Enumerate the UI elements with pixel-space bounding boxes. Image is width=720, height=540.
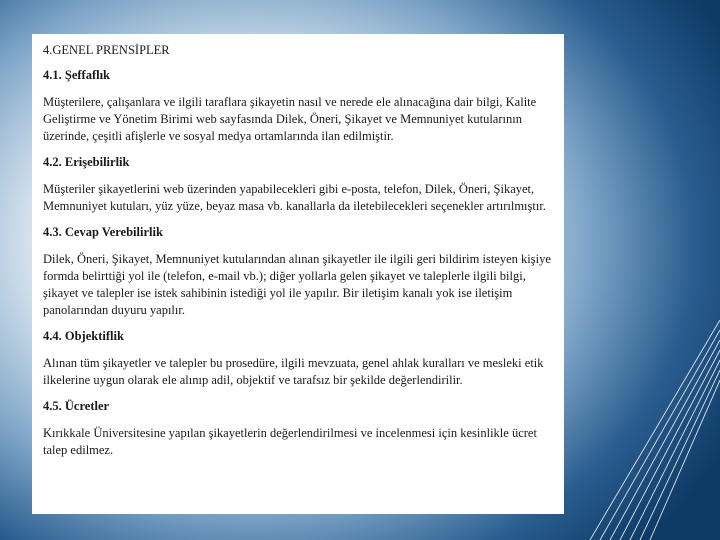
section-title-text: Erişebilirlik [64,155,130,169]
section-title-accessibility [43,154,552,170]
section-body-responsiveness: Dilek, Öneri, Şikayet, Memnuniyet kutularından alınan şikayetler ile ilgili geri bildirim isteyen kişiye formda belirttiği yol ile (telefon, e-mail vb.); diğer yollarla gelen şikayet ve taleplerle ilgili bilgi, şikayet ve talepler ise istek sahibinin istediği yol ile yapılır. Bir iletişim kanalı yok ise iletişim panolarından duyuru yapılır. [43,252,551,317]
section-body-fees: Kırıkkale Üniversitesine yapılan şikayetlerin değerlendirilmesi ve incelenmesi için kesinlikle ücret talep edilmez. [43,426,537,457]
section-number: 4.2. [43,155,62,169]
section-body-accessibility: Müşteriler şikayetlerini web üzerinden yapabilecekleri gibi e-posta, telefon, Dilek, Öneri, Şikayet, Memnuniyet kutuları, yüz yüze, beyaz masa vb. kanallarla da iletebilecekleri seçenekler artırılmıştır. [43,182,546,213]
section-title-fees: 4.5. Ücretler [43,399,110,413]
section-title-transparency: 4.1. Şeffaflık [43,68,111,82]
section-body-objectivity: Alınan tüm şikayetler ve talepler bu prosedüre, ilgili mevzuata, genel ahlak kuralları ve mesleki etik ilkelerine uygun olarak ele alınıp adil, objektif ve tarafsız bir şekilde değerlendirilir. [43,356,544,387]
document-heading: 4.GENEL PRENSİPLER [43,43,170,57]
section-body-transparency: Müşterilere, çalışanlara ve ilgili taraflara şikayetin nasıl ve nerede ele alınacağına dair bilgi, Kalite Geliştirme ve Yönetim Birimi web sayfasında Dilek, Öneri, Şikayet ve Memnuniyet kutularının üzerinde, çeşitli afişlerle ve sosyal medya ortamlarında ilan edilmiştir. [43,95,537,143]
document-panel [32,34,564,514]
section-title-responsiveness: 4.3. Cevap Verebilirlik [43,225,163,239]
section-title-objectivity: 4.4. Objektiflik [43,329,124,343]
decorative-diagonal-lines [580,290,720,540]
